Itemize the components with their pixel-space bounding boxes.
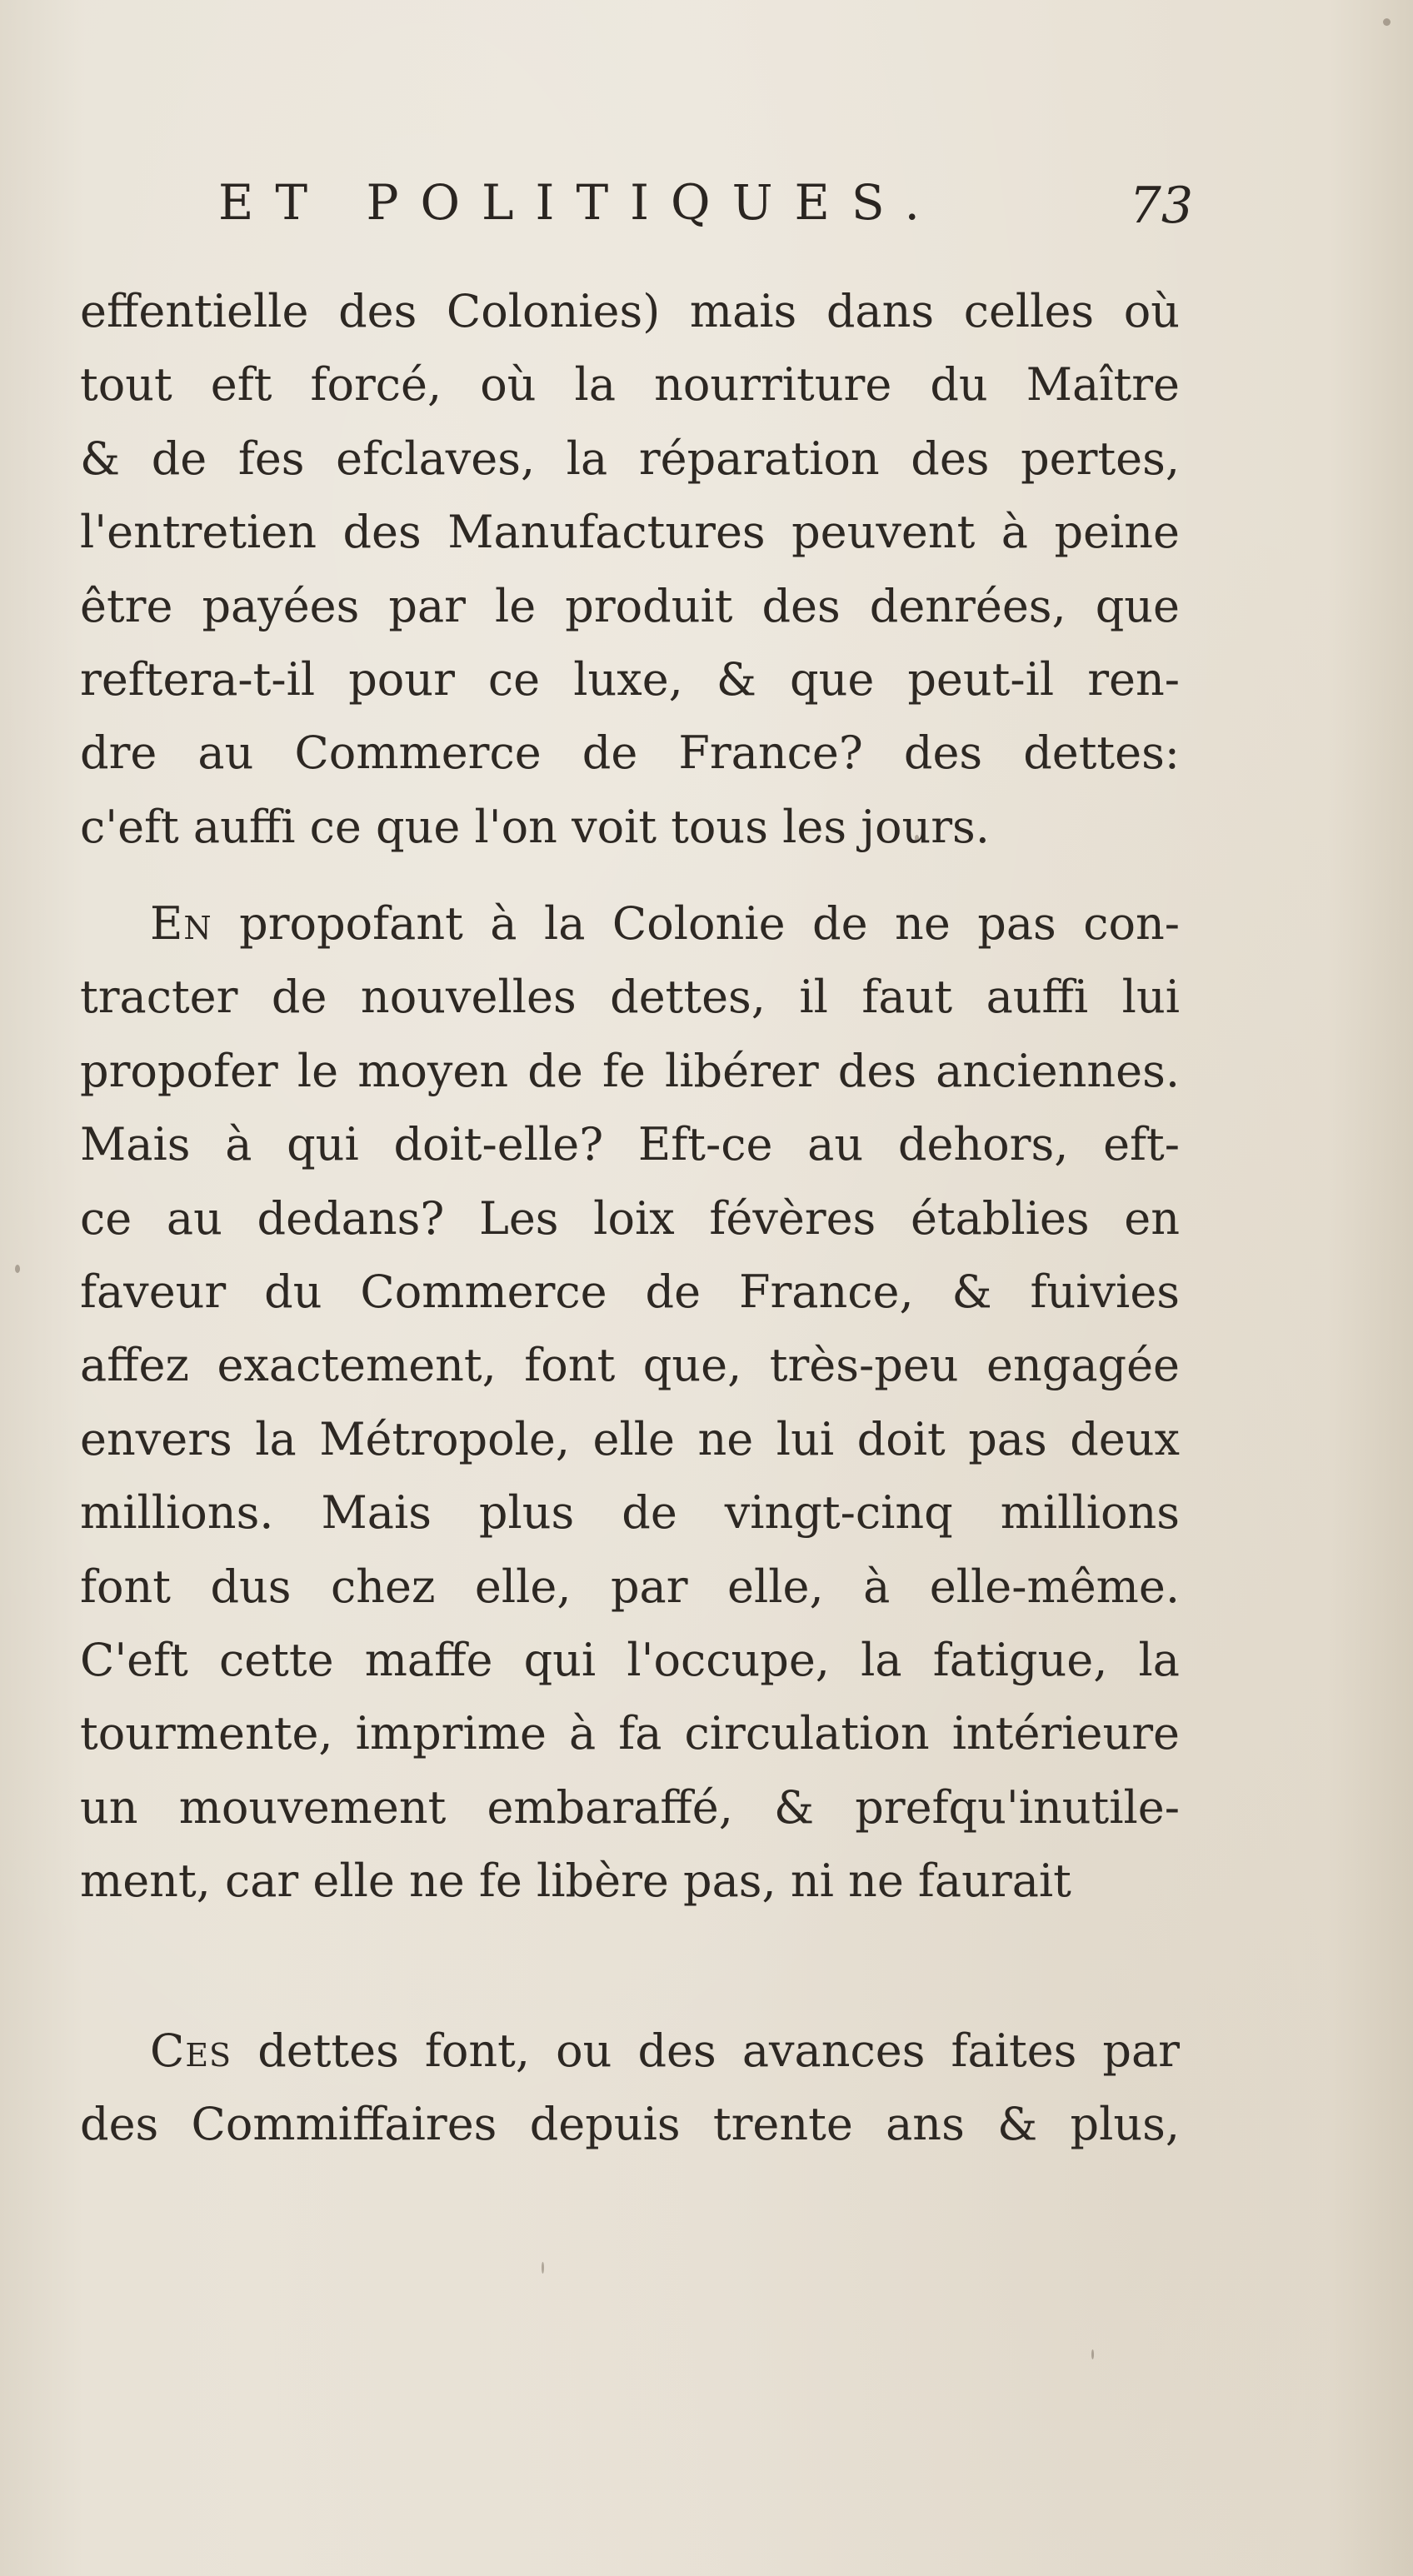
text-line: ce au dedans? Les loix févères établies en	[80, 1191, 1180, 1245]
text-line: l'entretien des Manufactures peuvent à peine	[80, 506, 1180, 559]
paragraph-lead: En	[150, 897, 212, 950]
text-line: faveur du Commerce de France, & fuivies	[80, 1265, 1180, 1318]
text-segment: propofant à la Colonie de ne pas con-	[239, 897, 1180, 950]
ink-speck	[1383, 18, 1391, 26]
paragraph-1	[80, 275, 1180, 864]
ink-speck	[1091, 2349, 1094, 2359]
paragraph-3	[80, 2014, 1180, 2162]
text-line: C'eft cette maffe qui l'occupe, la fatigue, la	[80, 1633, 1180, 1686]
text-line: propofer le moyen de fe libérer des anciennes.	[80, 1044, 1180, 1097]
text-line: ment, car elle ne fe libère pas, ni ne faurait	[80, 1855, 1071, 1908]
page-header	[218, 165, 1193, 240]
text-line: dre au Commerce de France? des dettes:	[80, 726, 1180, 780]
text-line: être payées par le produit des denrées, que	[80, 579, 1180, 632]
text-line	[80, 887, 1180, 961]
text-line: des Commiffaires depuis trente ans & plus,	[80, 2098, 1180, 2151]
text-line: tracter de nouvelles dettes, il faut auffi lui	[80, 971, 1180, 1024]
running-title: ET POLITIQUES.	[218, 174, 941, 231]
text-segment: dettes font, ou des avances faites par	[257, 2024, 1180, 2077]
text-line: affez exactement, font que, très-peu engagée	[80, 1339, 1180, 1392]
paragraph-2	[80, 887, 1180, 1918]
ink-speck	[542, 2262, 544, 2274]
page-number: 73	[1129, 177, 1193, 235]
text-line: envers la Métropole, elle ne lui doit pas deux	[80, 1412, 1180, 1465]
text-line: tourmente, imprime à fa circulation intérieure	[80, 1707, 1180, 1760]
text-line: effentielle des Colonies) mais dans celles où	[80, 285, 1180, 337]
text-line	[80, 2014, 1180, 2088]
text-line: Mais à qui doit-elle? Eft-ce au dehors, eft-	[80, 1118, 1180, 1171]
text-line: c'eft auffi ce que l'on voit tous les jours.	[80, 800, 990, 853]
text-line: reftera-t-il pour ce luxe, & que peut-il ren-	[80, 652, 1180, 706]
text-line: font dus chez elle, par elle, à elle-même.	[80, 1560, 1180, 1613]
text-line: un mouvement embaraffé, & prefqu'inutile-	[80, 1780, 1180, 1834]
text-line: & de fes efclaves, la réparation des pertes,	[80, 432, 1180, 485]
text-line: tout eft forcé, où la nourriture du Maître	[80, 358, 1180, 412]
ink-speck	[15, 1265, 20, 1273]
paragraph-lead: Ces	[150, 2024, 232, 2077]
text-line: millions. Mais plus de vingt-cinq millions	[80, 1486, 1180, 1540]
